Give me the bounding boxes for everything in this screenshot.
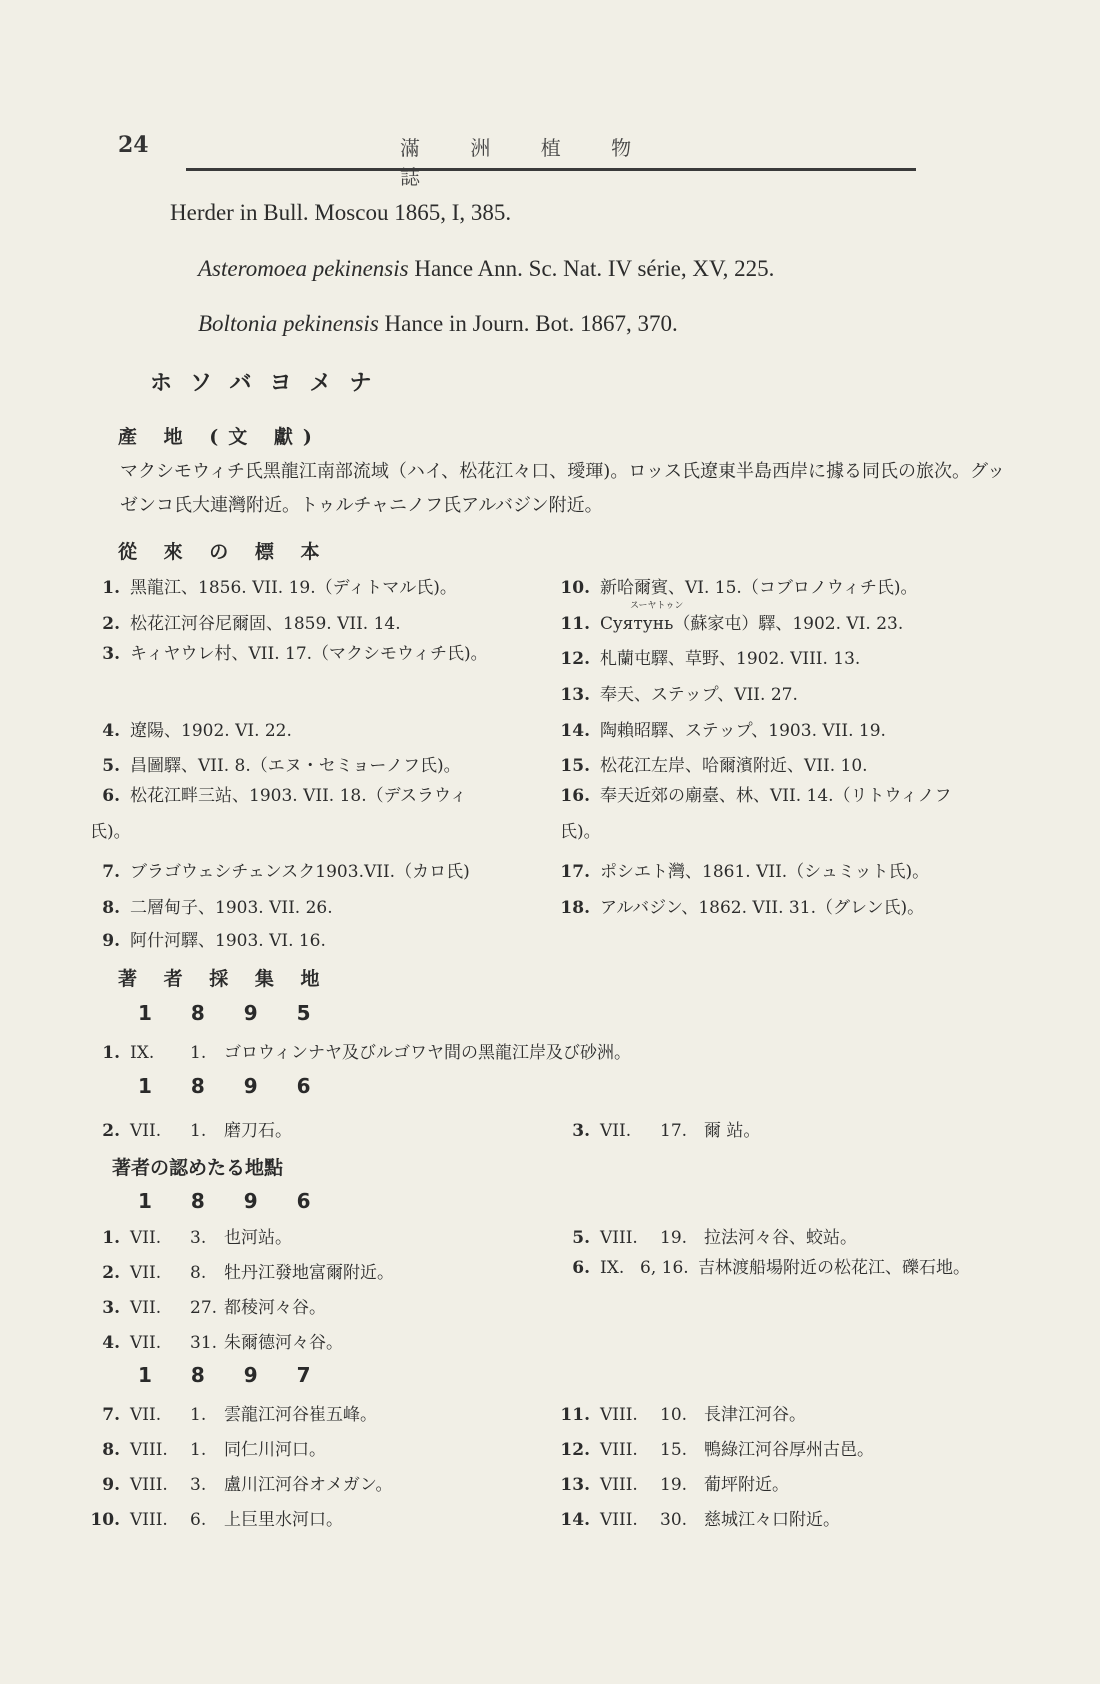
- item-month: VIII.: [600, 1405, 638, 1425]
- item-number: 14.: [560, 1510, 590, 1530]
- collection-item: [560, 1116, 760, 1141]
- item-number: 4.: [102, 1333, 120, 1353]
- running-title: 滿 洲 植 物 誌: [400, 136, 654, 189]
- specimen-item: [560, 609, 903, 634]
- item-number: 16.: [560, 786, 590, 806]
- item-month: VIII.: [600, 1475, 638, 1495]
- item-month: VII.: [130, 1263, 162, 1283]
- item-text: 黑龍江、1856. VII. 19.（ディトマル氏)。: [130, 578, 457, 598]
- item-day: 15.: [660, 1440, 688, 1460]
- item-month: IX.: [130, 1043, 155, 1063]
- specimen-item: [90, 857, 470, 882]
- item-day: 30.: [660, 1510, 688, 1530]
- item-number: 7.: [102, 862, 120, 882]
- locality-item: [90, 1435, 326, 1460]
- item-number: 2.: [102, 1263, 120, 1283]
- item-text: アルバジン、1862. VII. 31.（グレン氏)。: [600, 898, 925, 918]
- item-number: 10.: [90, 1510, 120, 1530]
- reference-3-taxon: Boltonia pekinensis: [198, 311, 379, 336]
- item-number: 3.: [572, 1121, 590, 1141]
- item-text: 鴨綠江河谷厚州古邑。: [704, 1440, 874, 1460]
- item-day: 27.: [190, 1298, 218, 1318]
- item-text: 雲龍江河谷崔五峰。: [224, 1405, 377, 1425]
- specimen-item: [90, 926, 326, 951]
- locality-item: [560, 1505, 840, 1530]
- year-1897: 1 8 9 7: [138, 1363, 327, 1387]
- item-text: 二層甸子、1903. VII. 26.: [130, 898, 333, 918]
- item-text: 松花江左岸、哈爾濱附近、VII. 10.: [600, 756, 868, 776]
- year-1895: 1 8 9 5: [138, 1001, 327, 1025]
- item-day: 3.: [190, 1228, 207, 1248]
- year-1896: 1 8 9 6: [138, 1074, 327, 1098]
- item-text: 陶賴昭驛、ステップ、1903. VII. 19.: [600, 721, 886, 741]
- item-text: 也河站。: [224, 1228, 292, 1248]
- item-month: VII.: [130, 1228, 162, 1248]
- item-text: 拉法河々谷、蛟站。: [704, 1228, 857, 1248]
- item-day: 1.: [190, 1121, 207, 1141]
- item-number: 18.: [560, 898, 590, 918]
- specimen-item: [560, 716, 886, 741]
- item-month: VIII.: [600, 1440, 638, 1460]
- item-number: 3.: [102, 644, 120, 664]
- item-text: ゴロウィンナヤ及びルゴワヤ間の黑龍江岸及び砂洲。: [224, 1043, 631, 1063]
- specimen-item: [90, 636, 500, 672]
- specimen-item: [90, 751, 461, 776]
- item-day: 10.: [660, 1405, 688, 1425]
- item-day: 31.: [190, 1333, 218, 1353]
- item-month: VIII.: [600, 1510, 638, 1530]
- item-text: ブラゴウェシチェンスク1903.VII.（カロ氏): [130, 862, 470, 882]
- item-day: 6, 16.: [640, 1258, 689, 1278]
- item-number: 9.: [102, 1475, 120, 1495]
- item-text: 朱爾德河々谷。: [224, 1333, 343, 1353]
- locality-item: [560, 1470, 789, 1495]
- recognized-localities-heading: 著者の認めたる地點: [112, 1157, 284, 1179]
- item-month: VII.: [130, 1405, 162, 1425]
- specimens-heading: 從 來 の 標 本: [118, 541, 330, 563]
- specimen-item: [560, 893, 924, 918]
- item-text: 昌圖驛、VII. 8.（エヌ・セミョーノフ氏)。: [130, 756, 461, 776]
- item-text: 遼陽、1902. VI. 22.: [130, 721, 292, 741]
- item-number: 3.: [102, 1298, 120, 1318]
- item-text: 阿什河驛、1903. VI. 16.: [130, 931, 326, 951]
- item-text: 松花江畔三站、1903. VII. 18.（デスラウィ氏)。: [90, 786, 467, 842]
- item-text: 松花江河谷尼爾固、1859. VII. 14.: [130, 614, 401, 634]
- locality-item: [90, 1328, 343, 1353]
- item-number: 6.: [572, 1258, 590, 1278]
- item-number: 8.: [102, 898, 120, 918]
- locality-item: [90, 1505, 343, 1530]
- item-number: 11.: [560, 1405, 590, 1425]
- item-text: 札蘭屯驛、草野、1902. VIII. 13.: [600, 649, 861, 669]
- collection-item: [90, 1116, 292, 1141]
- item-text: キィヤウレ村、VII. 17.（マクシモウィチ氏)。: [130, 644, 488, 664]
- item-month: VII.: [130, 1298, 162, 1318]
- reference-2: [198, 256, 774, 282]
- item-month: VIII.: [600, 1228, 638, 1248]
- item-number: 5.: [102, 756, 120, 776]
- locality-item: [560, 1400, 806, 1425]
- item-text: 上巨里水河口。: [224, 1510, 343, 1530]
- item-number: 4.: [102, 721, 120, 741]
- locality-item: [90, 1258, 394, 1283]
- item-text: 盧川江河谷オメガン。: [224, 1475, 393, 1495]
- locality-item: [560, 1223, 857, 1248]
- ruby-annotation: スーヤトゥン: [630, 601, 684, 611]
- specimen-item: [560, 857, 929, 882]
- year-1896-recognized: 1 8 9 6: [138, 1189, 327, 1213]
- item-number: 7.: [102, 1405, 120, 1425]
- specimen-item: [560, 751, 868, 776]
- item-text: 爾 站。: [704, 1121, 761, 1141]
- item-number: 17.: [560, 862, 590, 882]
- collection-item: [90, 1038, 631, 1063]
- specimen-item: [560, 644, 860, 669]
- specimen-item: [90, 893, 333, 918]
- item-text: 吉林渡船場附近の松花江、礫石地。: [698, 1258, 970, 1278]
- locality-item: [560, 1250, 990, 1286]
- item-day: 8.: [190, 1263, 207, 1283]
- reference-3: [198, 311, 678, 337]
- locality-item: [90, 1223, 292, 1248]
- reference-2-taxon: Asteromoea pekinensis: [198, 256, 409, 281]
- item-text: ポシエト灣、1861. VII.（シュミット氏)。: [600, 862, 930, 882]
- item-number: 14.: [560, 721, 590, 741]
- specimen-item: [90, 778, 500, 850]
- item-day: 3.: [190, 1475, 207, 1495]
- item-number: 1.: [102, 1228, 120, 1248]
- item-number: 1.: [102, 1043, 120, 1063]
- item-month: VIII.: [130, 1510, 168, 1530]
- item-text: 新哈爾賓、VI. 15.（コブロノウィチ氏)。: [600, 578, 918, 598]
- item-number: 13.: [560, 1475, 590, 1495]
- item-number: 2.: [102, 1121, 120, 1141]
- item-day: 19.: [660, 1228, 688, 1248]
- item-text: 都稜河々谷。: [224, 1298, 326, 1318]
- item-number: 5.: [572, 1228, 590, 1248]
- item-text: Сyятунь（蘇家屯）驛、1902. VI. 23.: [600, 614, 904, 634]
- item-day: 1.: [190, 1440, 207, 1460]
- page-number: 24: [118, 132, 149, 158]
- item-number: 15.: [560, 756, 590, 776]
- locality-text: マクシモウィチ氏黑龍江南部流域（ハイ、松花江々口、璦琿)。ロッス氏遼東半島西岸に據る同氏の旅次。グッゼンコ氏大連灣附近。トゥルチャニノフ氏アルバジン附近。: [120, 461, 1006, 516]
- item-number: 12.: [560, 1440, 590, 1460]
- item-month: VII.: [130, 1121, 162, 1141]
- item-day: 1.: [190, 1405, 207, 1425]
- item-month: VII.: [130, 1333, 162, 1353]
- header-rule: [186, 168, 916, 171]
- item-number: 2.: [102, 614, 120, 634]
- locality-item: [560, 1435, 874, 1460]
- specimen-item: [90, 716, 292, 741]
- item-number: 6.: [102, 786, 120, 806]
- item-day: 19.: [660, 1475, 688, 1495]
- item-month: VIII.: [130, 1475, 168, 1495]
- specimen-item: [560, 680, 798, 705]
- locality-item: [90, 1293, 326, 1318]
- item-text: 奉天、ステップ、VII. 27.: [600, 685, 798, 705]
- item-number: 12.: [560, 649, 590, 669]
- specimen-item: [90, 573, 457, 598]
- item-text: 奉天近郊の廟臺、林、VII. 14.（リトウィノフ氏)。: [560, 786, 952, 842]
- specimen-item: [560, 778, 990, 850]
- item-day: 6.: [190, 1510, 207, 1530]
- item-text: 牡丹江發地富爾附近。: [224, 1263, 394, 1283]
- item-number: 11.: [560, 614, 590, 634]
- item-text: 同仁川河口。: [224, 1440, 326, 1460]
- item-number: 13.: [560, 685, 590, 705]
- specimen-item: [90, 609, 401, 634]
- reference-2-citation: Hance Ann. Sc. Nat. IV série, XV, 225.: [408, 256, 775, 281]
- item-number: 1.: [102, 578, 120, 598]
- plant-japanese-name: ホソバヨメナ: [150, 370, 390, 396]
- item-number: 8.: [102, 1440, 120, 1460]
- author-collections-heading: 著 者 採 集 地: [118, 968, 330, 990]
- item-day: 17.: [660, 1121, 688, 1141]
- item-month: VIII.: [130, 1440, 168, 1460]
- locality-heading: 產 地 (文 獻): [118, 426, 322, 448]
- item-month: IX.: [600, 1258, 625, 1278]
- item-number: 10.: [560, 578, 590, 598]
- item-text: 葡坪附近。: [704, 1475, 789, 1495]
- item-text: 長津江河谷。: [704, 1405, 806, 1425]
- item-month: VII.: [600, 1121, 632, 1141]
- item-text: 磨刀石。: [224, 1121, 292, 1141]
- item-number: 9.: [102, 931, 120, 951]
- item-day: 1.: [190, 1043, 207, 1063]
- locality-item: [90, 1470, 392, 1495]
- reference-3-citation: Hance in Journ. Bot. 1867, 370.: [378, 311, 678, 336]
- specimen-item: [560, 573, 917, 598]
- locality-item: [90, 1400, 377, 1425]
- item-text: 慈城江々口附近。: [704, 1510, 840, 1530]
- reference-1: Herder in Bull. Moscou 1865, I, 385.: [170, 200, 512, 225]
